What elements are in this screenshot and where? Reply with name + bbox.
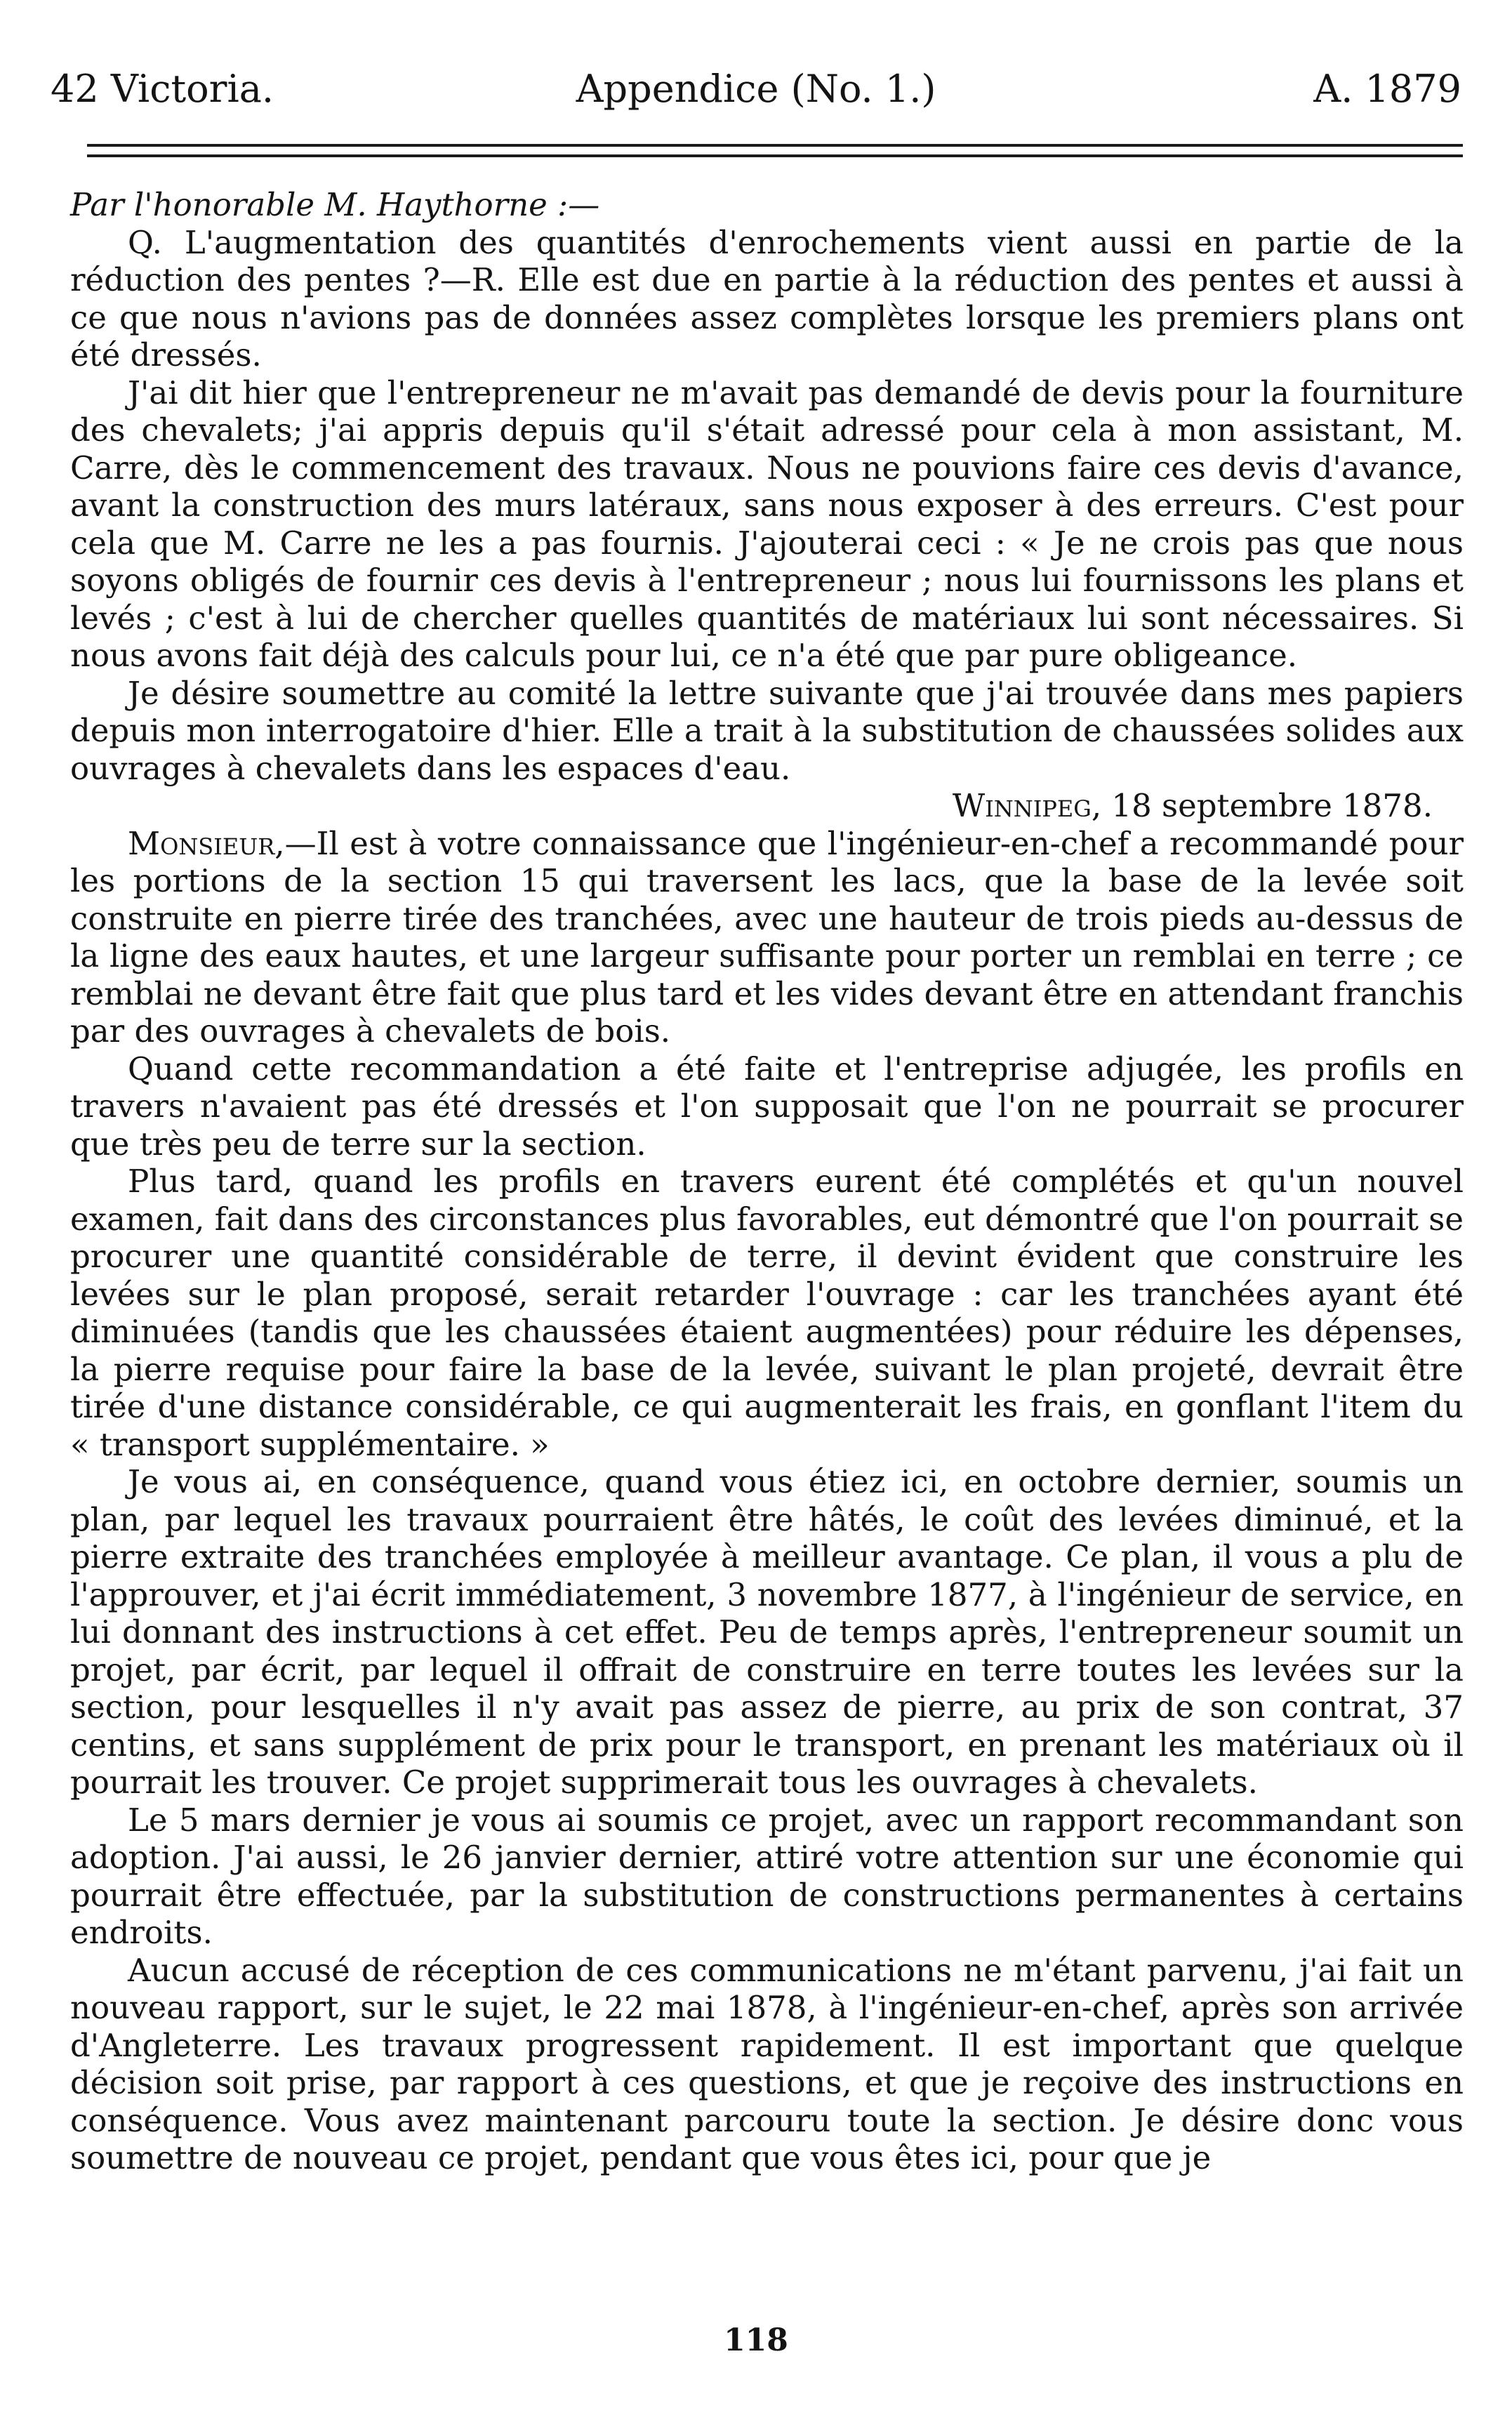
- header-appendix: Appendice (No. 1.): [576, 67, 936, 111]
- header-year: A. 1879: [1313, 67, 1461, 111]
- header-session: 42 Victoria.: [51, 67, 274, 111]
- document-body: [70, 186, 1464, 2177]
- paragraph: J'ai dit hier que l'entrepreneur ne m'avait pas demandé de devis pour la fourniture des chevalets; j'ai appris depuis qu'il s'était adressé pour cela à mon assistant, M. Carre, dès le commencement des travaux. Nous ne pouvions faire ces devis d'avance, avant la construction des murs latéraux, sans nous exposer à des erreurs. C'est pour cela que M. Carre ne les a pas fournis. J'ajouterai ceci : « Je ne crois pas que nous soyons obligés de fournir ces devis à l'entrepreneur ; nous lui fournissons les plans et levés ; c'est à lui de chercher quelles quantités de matériaux lui sont nécessaires. Si nous avons fait déjà des calculs pour lui, ce n'a été que par pure obligeance.: [70, 373, 1464, 674]
- header-rule-bottom: [87, 154, 1463, 157]
- letter-paragraph: Je vous ai, en conséquence, quand vous étiez ici, en octobre dernier, soumis un plan, par lequel les travaux pourraient être hâtés, le coût des levées diminué, et la pierre extraite des tranchées employée à meilleur avantage. Ce plan, il vous a plu de l'approuver, et j'ai écrit immédiatement, 3 novembre 1877, à l'ingénieur de service, en lui donnant des instructions à cet effet. Peu de temps après, l'entrepreneur soumit un projet, par écrit, par lequel il offrait de construire en terre toutes les levées sur la section, pour lesquelles il n'y avait pas assez de pierre, au prix de son contrat, 37 centins, et sans supplément de prix pour le transport, en prenant les matériaux où il pourrait les trouver. Ce projet supprimerait tous les ouvrages à chevalets.: [70, 1463, 1464, 1801]
- header-rule-top: [87, 144, 1463, 147]
- letter-first-paragraph: ,—Il est à votre connaissance que l'ingénieur-en-chef a recommandé pour les portions de la section 15 qui traversent les lacs, que la base de la levée soit construite en pierre tirée des tranchées, avec une hauteur de trois pieds au-dessus de la ligne des eaux hautes, et une largeur suffisante pour porter un remblai en terre ; ce remblai ne devant être fait que plus tard et les vides devant être en attendant franchis par des ouvrages à chevalets de bois.: [70, 824, 1464, 1050]
- letter-salutation: Monsieur: [128, 824, 275, 862]
- letter-paragraph: Quand cette recommandation a été faite et l'entreprise adjugée, les profils en travers n'avaient pas été dressés et l'on supposait que l'on ne pourrait se procurer que très peu de terre sur la section.: [70, 1050, 1464, 1163]
- paragraph: Je désire soumettre au comité la lettre suivante que j'ai trouvée dans mes papiers depuis mon interrogatoire d'hier. Elle a trait à la substitution de chaussées solides aux ouvrages à chevalets dans les espaces d'eau.: [70, 674, 1464, 787]
- letter-dateline: [70, 787, 1464, 825]
- letter-place: Winnipeg: [952, 787, 1092, 824]
- letter-date: , 18 septembre 1878.: [1091, 787, 1433, 824]
- letter-paragraph: Aucun accusé de réception de ces communications ne m'étant parvenu, j'ai fait un nouveau rapport, sur le sujet, le 22 mai 1878, à l'ingénieur-en-chef, après son arrivée d'Angleterre. Les travaux progressent rapidement. Il est important que quelque décision soit prise, par rapport à ces questions, et que je reçoive des instructions en conséquence. Vous avez maintenant parcouru toute la section. Je désire donc vous soumettre de nouveau ce projet, pendant que vous êtes ici, pour que je: [70, 1951, 1464, 2176]
- letter-paragraph: Plus tard, quand les profils en travers eurent été complétés et qu'un nouvel examen, fait dans des circonstances plus favorables, eut démontré que l'on pourrait se procurer une quantité considérable de terre, il devint évident que construire les levées sur le plan proposé, serait retarder l'ouvrage : car les tranchées ayant été diminuées (tandis que les chaussées étaient augmentées) pour réduire les dépenses, la pierre requise pour faire la base de la levée, suivant le plan projeté, devrait être tirée d'une distance considérable, ce qui augmenterait les frais, en gonflant l'item du « transport supplémentaire. »: [70, 1163, 1464, 1463]
- paragraph: Q. L'augmentation des quantités d'enrochements vient aussi en partie de la réduction des pentes ?—R. Elle est due en partie à la réduction des pentes et aussi à ce que nous n'avions pas de données assez complètes lorsque les premiers plans ont été dressés.: [70, 223, 1464, 373]
- letter-paragraph: Le 5 mars dernier je vous ai soumis ce projet, avec un rapport recommandant son adoption. J'ai aussi, le 26 janvier dernier, attiré votre attention sur une économie qui pourrait être effectuée, par la substitution de constructions permanentes à certains endroits.: [70, 1801, 1464, 1951]
- running-header: [51, 65, 1461, 114]
- speaker-heading: Par l'honorable M. Haythorne :—: [70, 186, 600, 223]
- letter-opening-paragraph: [70, 825, 1464, 1050]
- page-number: 118: [724, 2322, 788, 2358]
